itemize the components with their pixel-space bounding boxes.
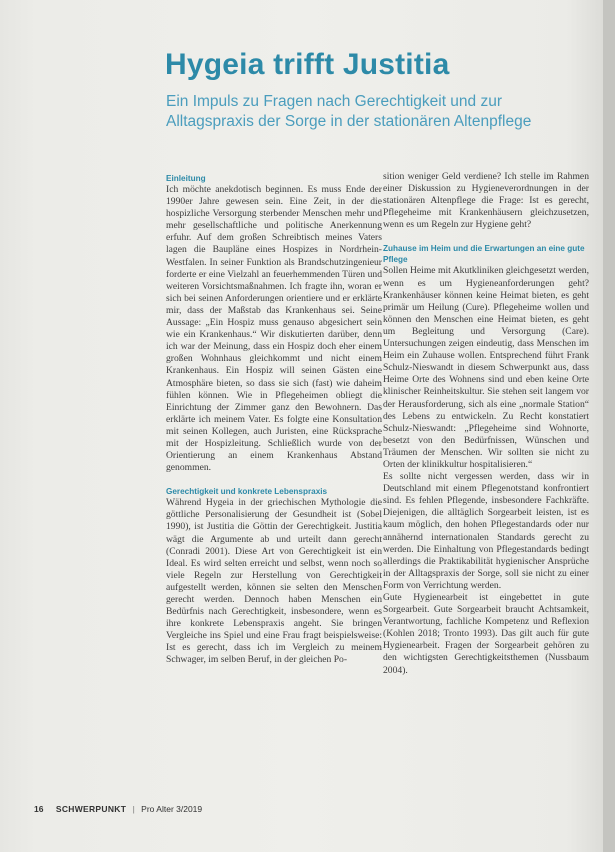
page-edge <box>603 0 615 852</box>
paragraph-home-1: Sollen Heime mit Akutkliniken gleichgesetzt werden, wenn es um Hygieneanforderungen geht? Krankenhäuser können keine Heimat bieten, es geht primär um Heilung (Cure). Pflegeheime wollen und können den Menschen eine Heimat bieten, es geht um Begleitung und Versorgung (Care). Untersuchungen zeigen eindeutig, dass Menschen im Heim ein Zuhause wollen. Entsprechend führt Frank Schulz-Nieswandt in diesem Schwerpunkt aus, dass Heime Orte des Wohnens sind und eben keine Orte klinischer Reinheitskultur. Sie stehen seit langem vor der Herausforderung, sich als eine „normale Station“ des Lebens zu entwickeln. Zu Recht konstatiert Schulz-Nieswandt: „Pflegeheime sind Wohnorte, besetzt von den Bedürfnissen, Wünschen und Träumen der Menschen. Wir sollten sie nicht zu Orten der klinikkultur hospitalisieren.“ <box>383 265 589 470</box>
left-column <box>166 173 382 667</box>
paragraph-continued: sition weniger Geld verdiene? Ich stelle im Rahmen einer Diskussion zu Hygieneverordnungen in der stationären Altenpflege die Frage: Ist es gerecht, Pflegeheime mit Krankenhäusern gleichzusetzen, wenn es um Regeln zur Hygiene geht? <box>383 171 589 231</box>
footer-section-name: SCHWERPUNKT <box>55 804 127 814</box>
section-heading-intro: Einleitung <box>166 174 206 183</box>
section-heading-justice: Gerechtigkeit und konkrete Lebenspraxis <box>166 487 328 497</box>
page-number: 16 <box>34 804 44 814</box>
article-subtitle: Ein Impuls zu Fragen nach Gerechtigkeit und zur Alltagspraxis der Sorge in der stationären Altenpflege <box>166 93 532 130</box>
page-footer <box>34 804 202 814</box>
footer-issue: Pro Alter 3/2019 <box>141 804 203 814</box>
paragraph-justice: Während Hygeia in der griechischen Mythologie die göttliche Personalisierung der Gesundheit ist (Sobel 1990), ist Justitia die Göttin der Gerechtigkeit. Justitia wägt die Argumente ab und urteilt dann gerecht (Conradi 2001). Diese Art von Gerechtigkeit ist ein Ideal. Es wird selten erreicht und selbst, wenn noch so viele Regeln zur Herstellung von Gerechtigkeit aufgestellt werden, können sie selten den Menschen gerecht werden. Dennoch haben Menschen ein Bedürfnis nach Gerechtigkeit, insbesondere, wenn es ihre konkrete Lebenspraxis angeht. Sie bringen Vergleiche ins Spiel und eine Frau fragt beispielsweise: Ist es gerecht, dass ich im Vergleich zu meinem Schwager, im selben Beruf, in der gleichen Po- <box>166 497 382 666</box>
paragraph-intro: Ich möchte anekdotisch beginnen. Es muss Ende der 1990er Jahre gewesen sein. Eine Zeit, in der die hospizliche Versorgung sterbender Menschen mehr und mehr gesellschaftliche und politische Anerkennung erfuhr. Auf dem großen Schreibtisch meines Vaters lagen die Baupläne eines Hospizes in Nordrhein-Westfalen. In seiner Funktion als Brandschutzingenieur forderte er eine Vielzahl an feuerhemmenden Türen und weiteren Vorsichtsmaßnahmen. Ich fragte ihn, woran er sich bei seinen Anforderungen orientiere und er erklärte mir, dass der Maßstab das Krankenhaus sei. Seine Aussage: „Ein Hospiz muss genauso abgesichert sein wie ein Krankenhaus.“ Wir diskutierten darüber, denn ich war der Meinung, dass ein Hospiz doch eher einem großen Wohnhaus gleichkommt und nicht einem Krankenhaus. Ein Hospiz will seinen Gästen eine Atmosphäre bieten, so dass sie sich (fast) wie daheim fühlen können. Wie in Pflegeheimen obliegt die Einrichtung der Zimmer ganz den Bewohnern. Das erklärte ich meinem Vater. Es folgte eine Konsultation mit seinen Kollegen, auch Juristen, eine Rücksprache mit der Hospizleitung. Schließlich wurde von der Orientierung an einem Krankenhaus Abstand genommen. <box>166 184 382 474</box>
article-title: Hygeia trifft Justitia <box>165 48 450 81</box>
right-column <box>383 171 589 677</box>
paragraph-home-3: Gute Hygienearbeit ist eingebettet in gute Sorgearbeit. Gute Sorgearbeit braucht Achtsamkeit, Verantwortung, fachliche Kompetenz und Reflexion (Kohlen 2018; Tronto 1993). Das gilt auch für gute Hygienearbeit. Fragen der Sorgearbeit gehören zu den wichtigsten Gerechtigkeitsthemen (Nussbaum 2004). <box>383 592 589 676</box>
section-heading-home: Zuhause im Heim und die Erwartungen an eine gute Pflege <box>383 244 585 265</box>
footer-separator: | <box>132 804 135 814</box>
paragraph-home-2: Es sollte nicht vergessen werden, dass wir in Deutschland mit einem Pflegenotstand konfrontiert sind. Es fehlen Pflegende, insbesondere Fachkräfte. Diejenigen, die alltäglich Sorgearbeit leisten, ist es kaum möglich, den hohen Pflegestandards oder nur annähernd internationalen Standards gerecht zu werden. Die Einhaltung von Pflegestandards bedingt allerdings die Praktikabilität hygienischer Ansprüche in der Alltagspraxis der Sorge, soll sie nicht zu einer Form von Verrichtung werden. <box>383 471 589 591</box>
